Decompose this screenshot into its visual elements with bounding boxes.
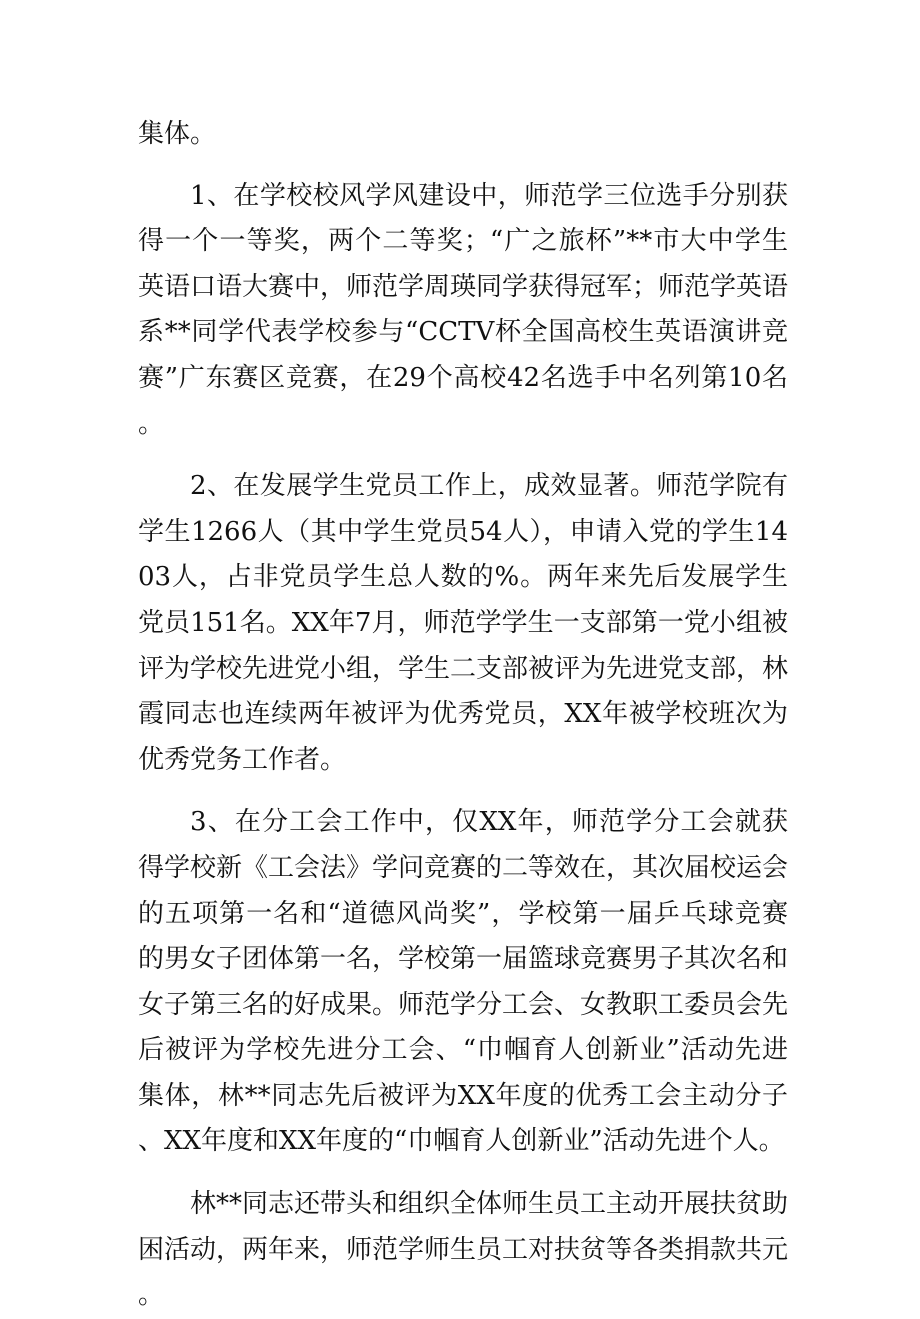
paragraph-2-party-members: 2、在发展学生党员工作上，成效显著。师范学院有学生1266人（其中学生党员54人），申请入党的学生1403人，占非党员学生总人数的%。两年来先后发展学生党员151名。XX年7月，师范学学生一支部第一党小组被评为学校先进党小组，学生二支部被评为先进党支部，林霞同志也连续两年被评为优秀党员，XX年被学校班次为优秀党务工作者。 <box>138 471 789 775</box>
paragraph-1-study-style: 1、在学校校风学风建设中，师范学三位选手分别获得一个一等奖，两个二等奖；“广之旅杯”**市大中学生英语口语大赛中，师范学周瑛同学获得冠军；师范学英语系**同学代表学校参与“CCTV杯全国高校生英语演讲竞赛”广东赛区竞赛，在29个高校42名选手中名列第10名。 <box>138 180 789 439</box>
paragraph-3-union-work: 3、在分工会工作中，仅XX年，师范学分工会就获得学校新《工会法》学问竞赛的二等效在，其次届校运会的五项第一名和“道德风尚奖”，学校第一届乒乓球竞赛的男女子团体第一名，学校第一届篮球竞赛男子其次名和女子第三名的好成果。师范学分工会、女教职工委员会先后被评为学校先进分工会、“巾帼育人创新业”活动先进集体，林**同志先后被评为XX年度的优秀工会主动分子、XX年度和XX年度的“巾帼育人创新业”活动先进个人。 <box>138 807 789 1157</box>
paragraph-continuation: 集体。 <box>138 119 217 149</box>
paragraph-4-poverty-aid: 林**同志还带头和组织全体师生员工主动开展扶贫助困活动，两年来，师范学师生员工对扶贫等各类捐款共元。 <box>138 1189 789 1311</box>
document-body <box>138 112 788 1319</box>
